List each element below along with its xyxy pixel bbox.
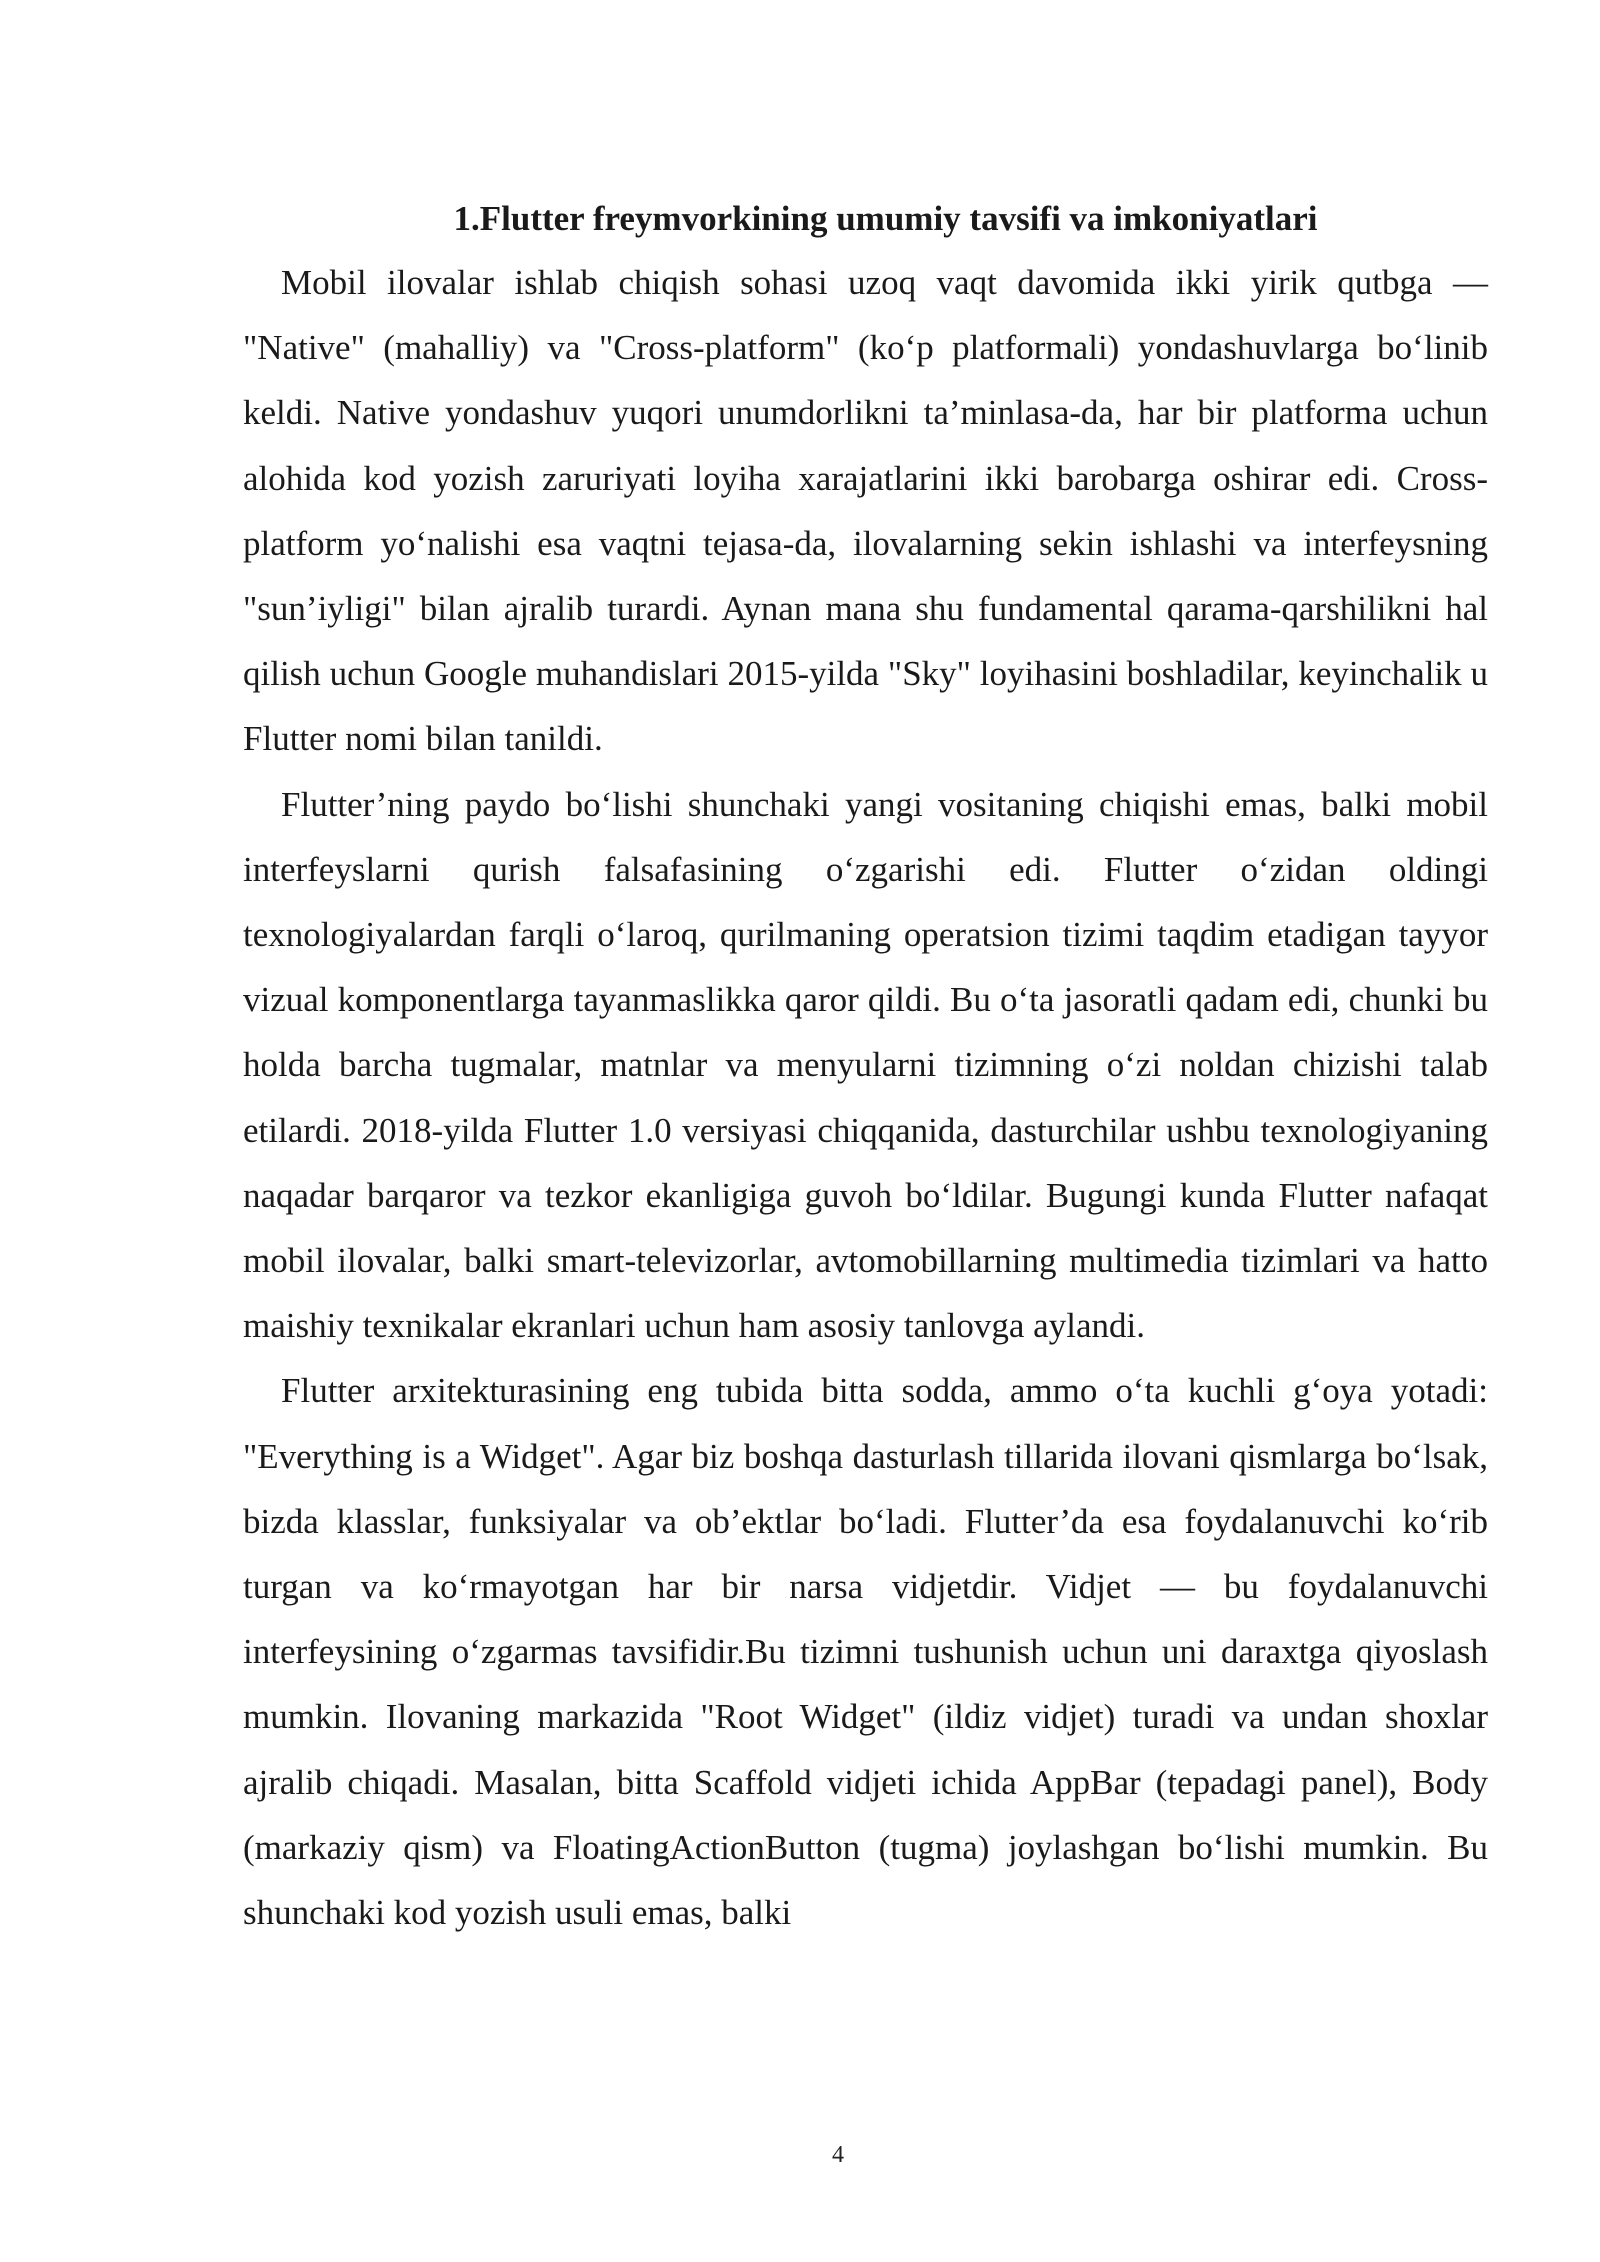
paragraph-3: Flutter arxitekturasining eng tubida bitta sodda, ammo o‘ta kuchli g‘oya yotadi: "Everything is a Widget". Agar biz boshqa dasturlash tillarida ilovani qismlarga bo‘lsak, bizda klasslar, funksiyalar va ob’ektlar bo‘ladi. Flutter’da esa foydalanuvchi ko‘rib turgan va ko‘rmayotgan har bir narsa vidjetdir. Vidjet — bu foydalanuvchi interfeysining o‘zgarmas tavsifidir.Bu tizimni tushunish uchun uni daraxtga qiyoslash mumkin. Ilovaning markazida "Root Widget" (ildiz vidjet) turadi va undan shoxlar ajralib chiqadi. Masalan, bitta Scaffold vidjeti ichida AppBar (tepadagi panel), Body (markaziy qism) va FloatingActionButton (tugma) joylashgan bo‘lishi mumkin. Bu shunchaki kod yozish usuli emas, balki [243, 1371, 1488, 1933]
paragraph-1: Mobil ilovalar ishlab chiqish sohasi uzoq vaqt davomida ikki yirik qutbga — "Native" (mahalliy) va "Cross-platform" (ko‘p platformali) yondashuvlarga bo‘linib keldi. Native yondashuv yuqori unumdorlikni ta’minlasa-da, har bir platforma uchun alohida kod yozish zaruriyati loyiha xarajatlarini ikki barobarga oshirar edi. Cross-platform yo‘nalishi esa vaqtni tejasa-da, ilovalarning sekin ishlashi va interfeysning "sun’iyligi" bilan ajralib turardi. Aynan mana shu fundamental qarama-qarshilikni hal qilish uchun Google muhandislari 2015-yilda "Sky" loyihasini boshladilar, keyinchalik u Flutter nomi bilan tanildi. [243, 263, 1488, 759]
section-heading: 1.Flutter freymvorkining umumiy tavsifi va imkoniyatlari [453, 199, 1318, 238]
page-body [243, 188, 1488, 1945]
page-number: 4 [832, 2142, 844, 2168]
paragraph-2: Flutter’ning paydo bo‘lishi shunchaki yangi vositaning chiqishi emas, balki mobil interfeyslarni qurish falsafasining o‘zgarishi edi. Flutter o‘zidan oldingi texnologiyalardan farqli o‘laroq, qurilmaning operatsion tizimi taqdim etadigan tayyor vizual komponentlarga tayanmaslikka qaror qildi. Bu o‘ta jasoratli qadam edi, chunki bu holda barcha tugmalar, matnlar va menyularni tizimning o‘zi noldan chizishi talab etilardi. 2018-yilda Flutter 1.0 versiyasi chiqqanida, dasturchilar ushbu texnologiyaning naqadar barqaror va tezkor ekanligiga guvoh bo‘ldilar. Bugungi kunda Flutter nafaqat mobil ilovalar, balki smart-televizorlar, avtomobillarning multimedia tizimlari va hatto maishiy texnikalar ekranlari uchun ham asosiy tanlovga aylandi. [243, 784, 1488, 1346]
